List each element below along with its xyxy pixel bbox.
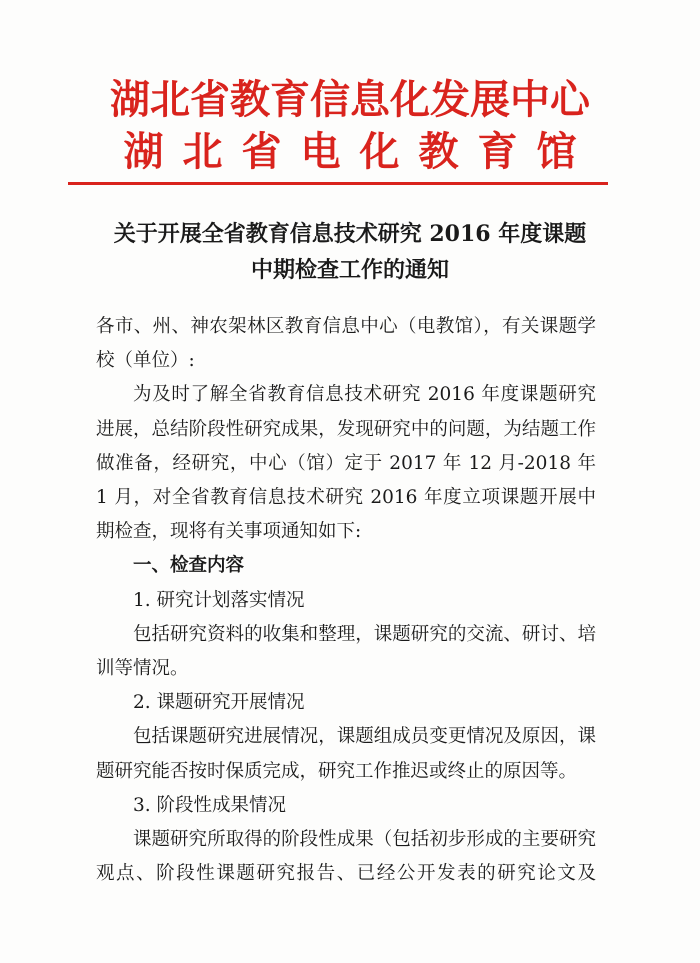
org-name-line-2: 湖北省电化教育馆 bbox=[123, 129, 596, 175]
item-3-paragraph: 课题研究所取得的阶段性成果（包括初步形成的主要研究观点、阶段性课题研究报告、已经公开发表的研究论文及 bbox=[96, 829, 596, 885]
intro-paragraph: 为及时了解全省教育信息技术研究 2016 年度课题研究进展，总结阶段性研究成果，发现研究中的问题，为结题工作做准备，经研究，中心（馆）定于 2017 年 12 月-2018 年 1 月，对全省教育信息技术研究 2016 年度立项课题开展中期检查，现将有关事项通知如下: bbox=[96, 384, 596, 543]
org-name-line-1: 湖北省教育信息化发展中心 bbox=[110, 77, 590, 123]
letterhead-divider bbox=[68, 182, 608, 185]
item-2-paragraph: 包括课题研究进展情况，课题组成员变更情况及原因，课题研究能否按时保质完成，研究工作推迟或终止的原因等。 bbox=[96, 726, 596, 782]
letterhead bbox=[90, 74, 610, 178]
salutation: 各市、州、神农架林区教育信息中心（电教馆），有关课题学校（单位）: bbox=[96, 316, 596, 372]
notice-title-line-1: 关于开展全省教育信息技术研究 2016 年度课题 bbox=[113, 221, 587, 247]
item-2-heading: 2. 课题研究开展情况 bbox=[133, 692, 305, 714]
item-1-paragraph: 包括研究资料的收集和整理，课题研究的交流、研讨、培训等情况。 bbox=[96, 623, 596, 680]
notice-body bbox=[96, 310, 596, 891]
item-3-heading: 3. 阶段性成果情况 bbox=[133, 794, 287, 816]
notice-title bbox=[60, 216, 640, 288]
notice-title-line-2: 中期检查工作的通知 bbox=[250, 257, 449, 283]
item-1-heading: 1. 研究计划落实情况 bbox=[133, 589, 305, 611]
section-heading-inspection-content: 一、检查内容 bbox=[133, 555, 245, 577]
